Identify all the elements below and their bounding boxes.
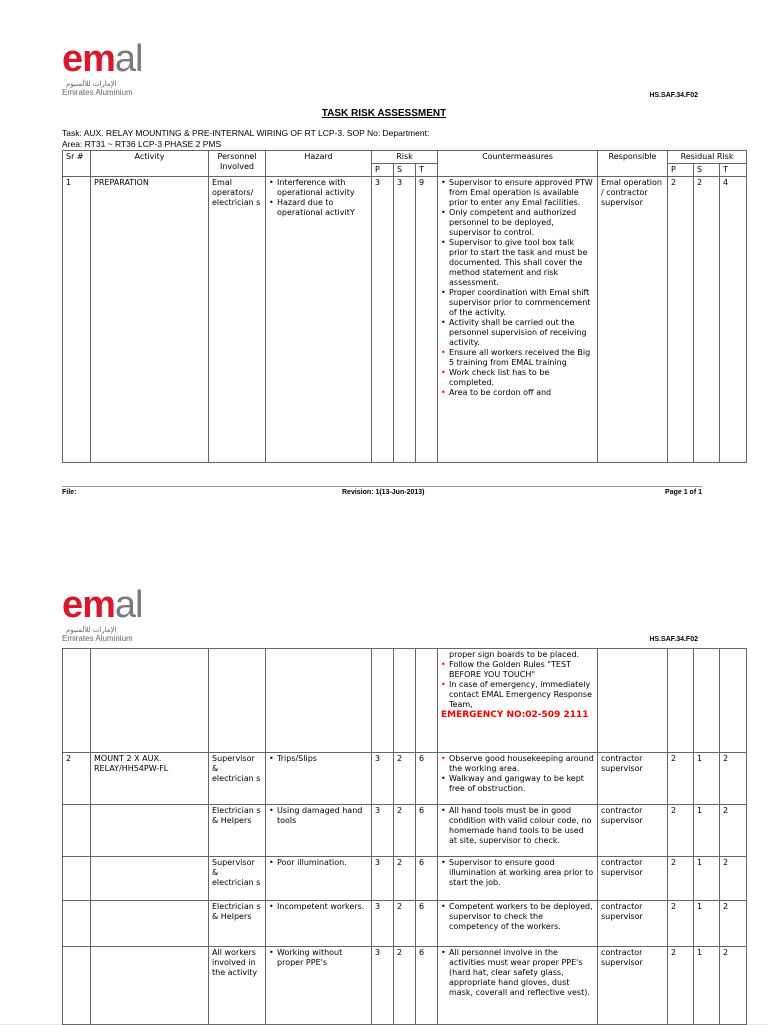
row-personnel: Supervisor & electrician s — [209, 857, 266, 901]
footer-file: File: — [62, 489, 77, 496]
row-residual-s: 2 — [694, 177, 720, 463]
row-countermeasures — [438, 177, 598, 463]
row-sr — [63, 857, 91, 901]
row-residual-t: 4 — [720, 177, 747, 463]
row-risk-s: 2 — [394, 753, 416, 805]
row-activity — [91, 901, 209, 947]
hazard-item: • Hazard due to operational activitY — [269, 198, 368, 218]
row-responsible: contractor supervisor — [598, 857, 668, 901]
header-countermeasures: Countermeasures — [438, 151, 598, 177]
risk-table-continued — [62, 648, 747, 1025]
row-residual-t: 2 — [720, 947, 747, 1025]
row-residual-s: 1 — [694, 857, 720, 901]
header-personnel: Personnel Involved — [209, 151, 266, 177]
hazard-item: • Poor illumination. — [269, 858, 368, 868]
row-countermeasures — [438, 753, 598, 805]
footer-page: Page 1 of 1 — [665, 489, 702, 496]
row-sr — [63, 901, 91, 947]
row-residual-p: 2 — [668, 753, 694, 805]
row-residual-s: 1 — [694, 805, 720, 857]
header-sr: Sr # — [63, 151, 91, 177]
row-residual-t: 2 — [720, 901, 747, 947]
table-row — [63, 857, 747, 901]
hazard-list — [269, 754, 368, 764]
row-residual-s: 1 — [694, 901, 720, 947]
row-risk-s: 2 — [394, 947, 416, 1025]
list-item: • Supervisor to ensure good illumination at working area prior to start the job. — [441, 858, 594, 888]
risk-table — [62, 150, 747, 463]
document-page-1 — [0, 0, 768, 512]
document-page-2 — [0, 512, 768, 1024]
row-risk-s: 2 — [394, 901, 416, 947]
row-risk-s: 2 — [394, 805, 416, 857]
hazard-list — [269, 948, 368, 968]
row-personnel: All workers involved in the activity — [209, 947, 266, 1025]
row-residual-t: 2 — [720, 753, 747, 805]
row-risk-t: 6 — [416, 805, 438, 857]
hazard-item: • Incompetent workers. — [269, 902, 368, 912]
hazard-list — [269, 902, 368, 912]
hazard-item: • Trips/Slips — [269, 754, 368, 764]
document-reference: HS.SAF.34.F02 — [649, 636, 698, 643]
list-item: • Activity shall be carried out the personnel supervision of receiving activity. — [441, 318, 594, 348]
row-personnel: Supervisor & electrician s — [209, 753, 266, 805]
row-risk-p: 3 — [372, 857, 394, 901]
table-row — [63, 805, 747, 857]
header-p: P — [372, 164, 394, 177]
page-footer — [62, 486, 702, 496]
row-activity — [91, 805, 209, 857]
countermeasure-list — [441, 754, 594, 794]
countermeasure-list — [441, 806, 594, 846]
row-risk-s: 3 — [394, 177, 416, 463]
header-activity: Activity — [91, 151, 209, 177]
row-responsible: contractor supervisor — [598, 947, 668, 1025]
list-item: • Only competent and authorized personnel to be deployed, supervisor to control. — [441, 208, 594, 238]
row-sr: 1 — [63, 177, 91, 463]
emergency-number: EMERGENCY NO:02-509 2111 — [441, 710, 589, 720]
area-line: Area: RT31 ~ RT36 LCP-3 PHASE 2 PMS — [62, 139, 222, 149]
list-item: • Competent workers to be deployed, supervisor to check the competency of the workers. — [441, 902, 594, 932]
list-item: • In case of emergency, immediately contact EMAL Emergency Response Team, — [441, 680, 594, 710]
table-row — [63, 177, 747, 463]
hazard-list — [269, 858, 368, 868]
countermeasure-list — [441, 178, 594, 398]
row-residual-p: 2 — [668, 177, 694, 463]
header-responsible: Responsible — [598, 151, 668, 177]
row-hazard — [266, 947, 372, 1025]
row-residual-p: 2 — [668, 947, 694, 1025]
header-residual-risk: Residual Risk — [668, 151, 747, 164]
list-item: • Supervisor to give tool box talk prior to start the task and must be documented. This shall cover the method statement and risk assessment. — [441, 238, 594, 288]
row-responsible: Emal operation / contractor supervisor — [598, 177, 668, 463]
row-activity — [91, 947, 209, 1025]
list-item: proper sign boards to be placed. — [449, 650, 580, 659]
row-responsible: contractor supervisor — [598, 901, 668, 947]
hazard-item: • Using damaged hand tools — [269, 806, 368, 826]
header-s: S — [394, 164, 416, 177]
row-risk-t: 6 — [416, 947, 438, 1025]
countermeasure-list — [441, 902, 594, 932]
list-item: • All personnel involve in the activities must wear proper PPE's (hard hat, clear safety glass, appropriate hand gloves, dust mask, coverall and reflective vest). — [441, 948, 594, 998]
countermeasure-list — [441, 650, 594, 710]
list-item: • Observe good housekeeping around the working area. — [441, 754, 594, 774]
row-personnel: Electrician s & Helpers — [209, 805, 266, 857]
table-row-continued — [63, 649, 747, 753]
row-risk-p: 3 — [372, 753, 394, 805]
list-item: • Follow the Golden Rules "TEST BEFORE YOU TOUCH" — [441, 660, 594, 680]
row-activity: MOUNT 2 X AUX. RELAY/HH54PW-FL — [91, 753, 209, 805]
header-t: T — [416, 164, 438, 177]
row-risk-t: 9 — [416, 177, 438, 463]
row-personnel: Electrician s & Helpers — [209, 901, 266, 947]
list-item: • All hand tools must be in good condition with valid colour code, no homemade hand tools to be used at site, supervisor to check. — [441, 806, 594, 846]
row-risk-t: 6 — [416, 901, 438, 947]
page-title: TASK RISK ASSESSMENT — [321, 108, 447, 119]
hazard-list — [269, 806, 368, 826]
row-hazard — [266, 753, 372, 805]
countermeasure-list — [441, 858, 594, 888]
task-line: Task: AUX. RELAY MOUNTING & PRE-INTERNAL WIRING OF RT LCP-3. SOP No: Department: — [62, 128, 430, 138]
row-residual-s: 1 — [694, 753, 720, 805]
row-residual-p: 2 — [668, 901, 694, 947]
table-row — [63, 947, 747, 1025]
row-hazard — [266, 901, 372, 947]
row-risk-p: 3 — [372, 177, 394, 463]
table-row — [63, 753, 747, 805]
row-residual-t: 2 — [720, 805, 747, 857]
emal-logo: emal الإمارات للألمنيوم Emirates Aluminium — [62, 584, 143, 643]
hazard-item: • Interference with operational activity — [269, 178, 368, 198]
row-responsible: contractor supervisor — [598, 753, 668, 805]
row-sr: 2 — [63, 753, 91, 805]
row-sr — [63, 805, 91, 857]
emal-logo: emal الإمارات للألمنيوم Emirates Aluminium — [62, 38, 143, 97]
row-responsible: contractor supervisor — [598, 805, 668, 857]
header-residual-p: P — [668, 164, 694, 177]
row-countermeasures — [438, 901, 598, 947]
footer-revision: Revision: 1(13-Jun-2013) — [342, 489, 425, 496]
header-residual-s: S — [694, 164, 720, 177]
row-risk-p: 3 — [372, 947, 394, 1025]
row-hazard — [266, 177, 372, 463]
row-hazard — [266, 805, 372, 857]
header-residual-t: T — [720, 164, 747, 177]
row-risk-p: 3 — [372, 901, 394, 947]
list-item: • Supervisor to ensure approved PTW from Emal operation is available prior to enter any Emal facilities. — [441, 178, 594, 208]
header-hazard: Hazard — [266, 151, 372, 177]
list-item: • Walkway and gangway to be kept free of obstruction. — [441, 774, 594, 794]
row-risk-s: 2 — [394, 857, 416, 901]
row-residual-s: 1 — [694, 947, 720, 1025]
hazard-item: • Working without proper PPE's — [269, 948, 368, 968]
row-sr — [63, 947, 91, 1025]
row-hazard — [266, 857, 372, 901]
row-residual-p: 2 — [668, 857, 694, 901]
row-risk-t: 6 — [416, 753, 438, 805]
hazard-list — [269, 178, 368, 218]
table-row — [63, 901, 747, 947]
row-activity: PREPARATION — [91, 177, 209, 463]
row-risk-p: 3 — [372, 805, 394, 857]
row-countermeasures — [438, 649, 598, 753]
countermeasure-list — [441, 948, 594, 998]
row-residual-t: 2 — [720, 857, 747, 901]
row-activity — [91, 857, 209, 901]
row-countermeasures — [438, 805, 598, 857]
list-item: • Area to be cordon off and — [441, 388, 594, 398]
row-countermeasures — [438, 947, 598, 1025]
header-risk: Risk — [372, 151, 438, 164]
list-item: • Work check list has to be completed. — [441, 368, 594, 388]
list-item: • Ensure all workers received the Big 5 training from EMAL training — [441, 348, 594, 368]
list-item: • Proper coordination with Emal shift supervisor prior to commencement of the activity. — [441, 288, 594, 318]
row-countermeasures — [438, 857, 598, 901]
document-reference: HS.SAF.34.F02 — [649, 92, 698, 99]
row-risk-t: 6 — [416, 857, 438, 901]
row-residual-p: 2 — [668, 805, 694, 857]
row-personnel: Emal operators/ electrician s — [209, 177, 266, 463]
table-header-row — [63, 151, 747, 164]
